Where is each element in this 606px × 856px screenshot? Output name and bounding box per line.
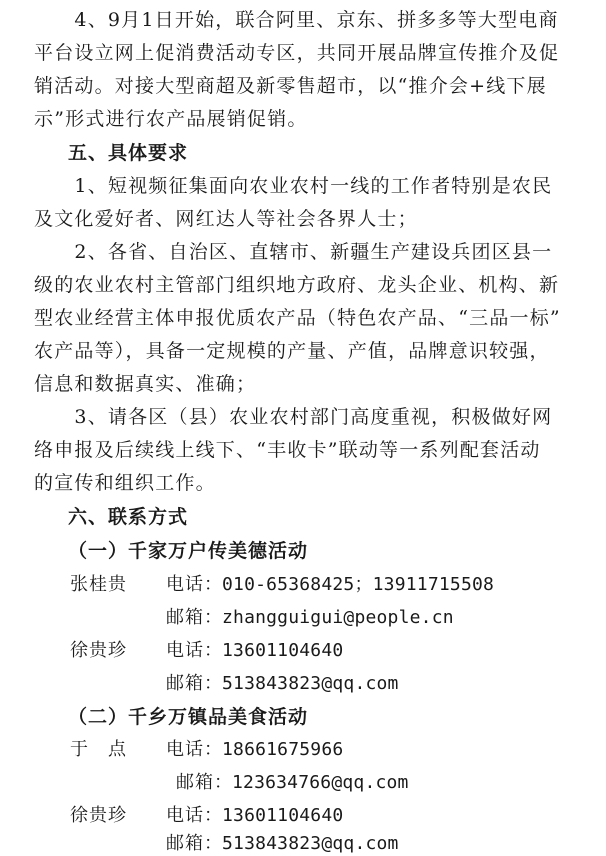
group-2-title: （二）千乡万镇品美食活动 — [68, 706, 309, 728]
req1-line-1: 1、短视频征集面向农业农村一线的工作者特别是农民 — [34, 175, 553, 197]
para4-line-3: 销活动。对接大型商超及新零售超市，以“推介会+线下展 — [34, 75, 547, 97]
section-5-heading: 五、具体要求 — [68, 142, 189, 164]
phone-label: 电话： — [166, 574, 223, 595]
req2-line-1: 2、各省、自治区、直辖市、新疆生产建设兵团区县一 — [34, 241, 553, 263]
email-address: 513843823@qq.com — [222, 833, 399, 854]
email-address: 513843823@qq.com — [222, 673, 399, 694]
contact-name: 张桂贵 — [70, 574, 127, 595]
email-address: zhangguigui@people.cn — [222, 607, 454, 628]
section-6-heading: 六、联系方式 — [68, 506, 189, 528]
req2-line-2: 级的农业农村主管部门组织地方政府、龙头企业、机构、新 — [34, 274, 560, 296]
contact-name: 于 点 — [70, 739, 127, 760]
req2-line-3: 型农业经营主体申报优质农产品（特色农产品、“三品一标” — [34, 307, 561, 329]
phone-number: 13601104640 — [222, 640, 344, 661]
group-1-title: （一）千家万户传美德活动 — [68, 540, 309, 562]
contact-name: 徐贵珍 — [70, 640, 127, 661]
contact-row — [0, 738, 606, 762]
contact-email-row — [0, 771, 606, 795]
email-label: 邮箱： — [176, 772, 233, 793]
email-label: 邮箱： — [166, 673, 223, 694]
para4-line-4: 示”形式进行农产品展销促销。 — [34, 108, 308, 130]
req2-line-5: 信息和数据真实、准确； — [34, 373, 257, 395]
phone-label: 电话： — [166, 739, 223, 760]
email-address: 123634766@qq.com — [232, 772, 409, 793]
email-label: 邮箱： — [166, 833, 223, 854]
phone-number: 010-65368425；13911715508 — [222, 574, 495, 595]
contact-email-row — [0, 832, 606, 856]
contact-row — [0, 804, 606, 828]
contact-email-row — [0, 606, 606, 630]
req2-line-4: 农产品等），具备一定规模的产量、产值，品牌意识较强， — [34, 340, 550, 362]
contact-row — [0, 573, 606, 597]
req3-line-3: 的宣传和组织工作。 — [34, 472, 216, 494]
contact-email-row — [0, 672, 606, 696]
phone-label: 电话： — [166, 805, 223, 826]
contact-name: 徐贵珍 — [70, 805, 127, 826]
para4-line-2: 平台设立网上促消费活动专区，共同开展品牌宣传推介及促 — [34, 42, 560, 64]
phone-label: 电话： — [166, 640, 223, 661]
contact-row — [0, 639, 606, 663]
req1-line-2: 及文化爱好者、网红达人等社会各界人士； — [34, 208, 418, 230]
para4-line-1: 4、9月1日开始，联合阿里、京东、拼多多等大型电商 — [34, 9, 559, 31]
email-label: 邮箱： — [166, 607, 223, 628]
req3-line-1: 3、请各区（县）农业农村部门高度重视，积极做好网 — [34, 406, 553, 428]
phone-number: 18661675966 — [222, 739, 344, 760]
phone-number: 13601104640 — [222, 805, 344, 826]
req3-line-2: 络申报及后续线上线下、“丰收卡”联动等一系列配套活动 — [34, 439, 541, 461]
